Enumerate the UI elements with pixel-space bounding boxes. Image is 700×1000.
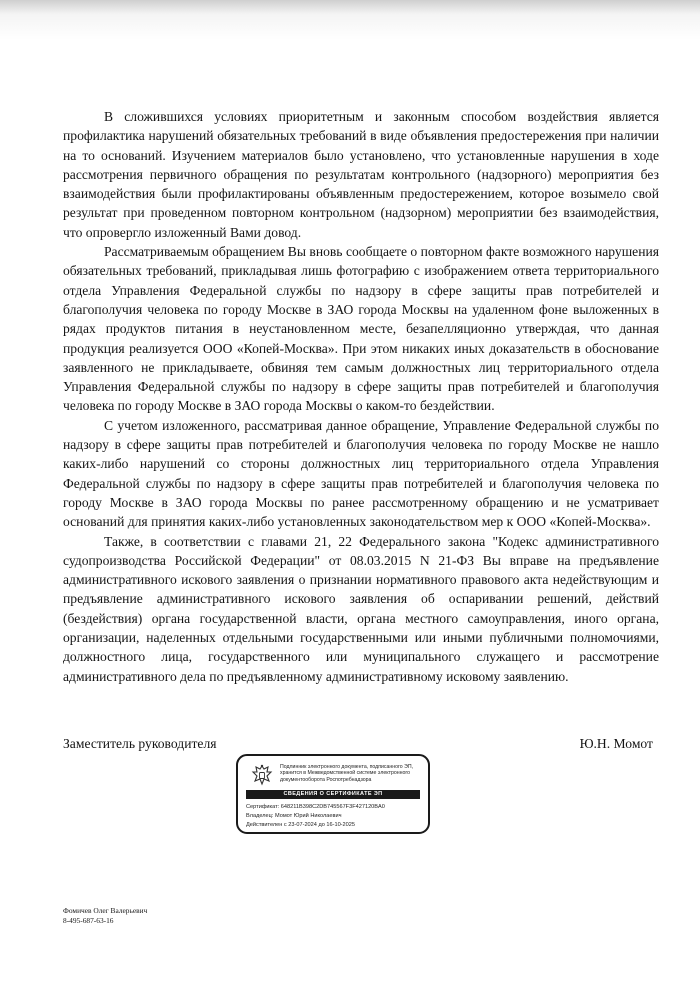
letter-body [63,107,659,686]
stamp-certificate: Сертификат: 648211B398C2DB745567F3F427120BA0 [246,804,385,810]
paragraph-4: Также, в соответствии с главами 21, 22 Федерального закона "Кодекс административного судопроизводства Российской Федерации" от 08.03.2015 N 21-ФЗ Вы вправе на предъявление административного искового заявления о признании нормативного правового акта недействующим и предъявление административного искового заявления об оспаривании решений, действий (бездействия) органа государственной власти, органа местного самоуправления, иного органа, организации, наделенных отдельными государственными или иными публичными полномочиями, должностного лица, государственного или муниципального служащего и рассмотрение административного дела по предъявленному административному исковому заявлению. [63,533,659,684]
viewer-top-shadow [0,0,700,40]
e-signature-stamp [236,754,430,834]
paragraph-2: Рассматриваемым обращением Вы вновь сообщаете о повторном факте возможного нарушения обязательных требований, прикладывая лишь фотографию с изображением ответа территориального отдела Управления Федеральной службы по надзору в сфере защиты прав потребителей и благополучия человека по городу Москве в ЗАО города Москвы на удаленном фоне выложенных в рядах продуктов питания в неустановленном месте, безапелляционно утверждая, что данная продукция реализуется ООО «Копей-Москва». При этом никаких иных доказательств в обоснование заявленного не прикладываете, обвиняя тем самым должностных лиц территориального отдела Управления Федеральной службы по надзору в сфере защиты прав потребителей и благополучия человека по городу Москве в ЗАО города Москвы о каком-то бездействии. [63,244,659,414]
stamp-validity: Действителен с 23-07-2024 до 16-10-2025 [246,822,355,828]
executor-phone: 8-495-687-63-16 [63,915,114,925]
stamp-header: СВЕДЕНИЯ О СЕРТИФИКАТЕ ЭП [246,790,420,799]
executor-name: Фомичев Олег Валерьевич [63,906,148,915]
stamp-details [246,803,422,830]
stamp-owner: Владелец: Момот Юрий Николаевич [246,813,342,819]
coat-of-arms-icon [250,763,274,787]
signature-line [63,736,659,756]
paragraph-1: В сложившихся условиях приоритетным и законным способом воздействия является профилактика нарушений обязательных требований в виде объявления предостережения при наличии на то оснований. Изучением материалов было установлено, что установленные нарушения в ходе рассмотрения первичного обращения по результатам контрольного (надзорного) мероприятия без взаимодействия были профилактированы объявленным предостережением, которое возымело свой результат при проведенном повторном контрольном (надзорном) мероприятии без взаимодействия, что опровергло изложенный Вами довод. [63,109,659,240]
paragraph-3: С учетом изложенного, рассматривая данное обращение, Управление Федеральной службы по надзору в сфере защиты прав потребителей и благополучия человека по городу Москве не нашло каких-либо нарушений со стороны должностных лиц территориального отдела Управления Федеральной службы по надзору в сфере защиты прав потребителей и благополучия человека по городу Москве в ЗАО города Москвы по ранее рассмотренному обращению и не усматривает оснований для принятия каких-либо установленных законодательством мер к ООО «Копей-Москва». [63,417,659,530]
stamp-note: Подлинник электронного документа, подписанного ЭП, хранится в Межведомственной системе электронного документооборота Роспотребнадзора [280,764,414,783]
signer-position: Заместитель руководителя [63,736,217,751]
executor-info [63,906,263,925]
signer-name: Ю.Н. Момот [579,736,653,751]
